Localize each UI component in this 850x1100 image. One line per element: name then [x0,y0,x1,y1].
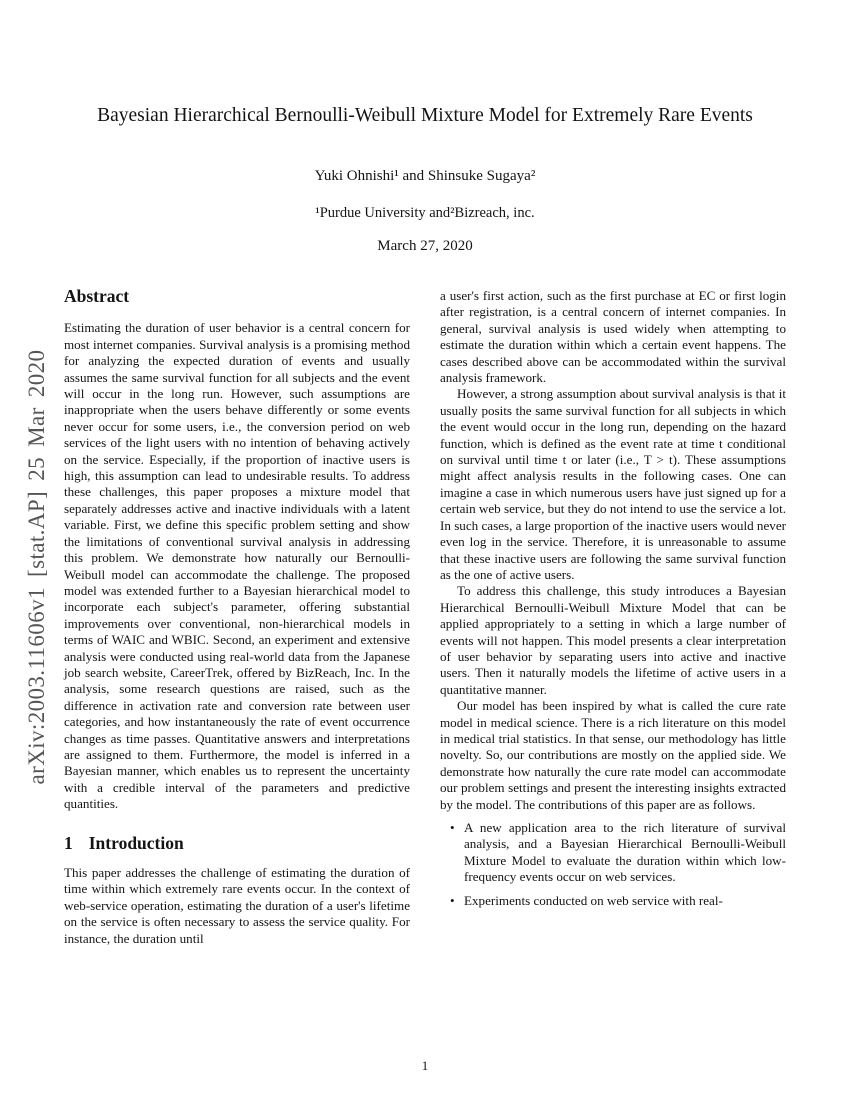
date-line: March 27, 2020 [377,238,473,255]
left-column [64,288,410,947]
body-paragraph: However, a strong assumption about survival analysis is that it usually posits the same survival function for all subjects in which the event would occur in the long run, depending on the hazard function, which is defined as the event rate at time t conditional on survival until time t or later (i.e., T > t). These assumptions might affect analysis results in the following cases. One can imagine a case in which numerous users have just signed up for a certain web service, but they do not intend to use the service a lot. In such cases, a large proportion of the inactive users would never even log in the service. Therefore, it is unreasonable to assume that these inactive users are following the same survival function as the one of active users. [440,386,786,582]
two-column-body [64,288,786,947]
paper-title: Bayesian Hierarchical Bernoulli-Weibull Mixture Model for Extremely Rare Events [97,105,753,126]
section-number: 1 [64,832,73,853]
page-number: 1 [421,1058,429,1073]
abstract-text: Estimating the duration of user behavior is a central concern for most internet companies. Survival analysis is a promising method for analyzing the expected duration of events and usually assumes the same survival function for all subjects and the event will occur in the long run. However, such assumptions are inappropriate when the users behave differently or some events never occur for some users, i.e., the conversion period on web services of the light users with no intention of behaving actively on the service. Especially, if the proportion of inactive users is high, this assumption can lead to undesirable results. To address these challenges, this paper proposes a mixture model that separately addresses active and inactive individuals with a latent variable. First, we define this specific problem setting and show the limitations of conventional survival analysis in addressing this problem. We demonstrate how naturally our Bernoulli-Weibull model can accommodate the challenge. The proposed model was extended further to a Bayesian hierarchical model to incorporate each subject's parameter, offering substantial improvements over conventional, non-hierarchical models in terms of WAIC and WBIC. Second, an experiment and extensive analysis were conducted using real-world data from the Japanese job search website, CareerTrek, offered by BizReach, Inc. In the analysis, some research questions are raised, such as the difference in activation rate and conversion rate between user categories, and how instantaneously the rate of event occurrence changes as time passes. Quantitative answers and interpretations are assigned to them. Furthermore, the model is inferred in a Bayesian manner, which enables us to represent the uncertainty with a credible interval of the parameters and predictive quantities. [64,320,410,812]
list-item: • Experiments conducted on web service with real- [464,893,786,909]
arxiv-watermark: arXiv:2003.11606v1 [stat.AP] 25 Mar 2020 [24,349,49,785]
page-footer [0,1058,850,1074]
list-item: • A new application area to the rich literature of survival analysis, and a Bayesian Hierarchical Bernoulli-Weibull Mixture Model to evaluate the duration within which low-frequency events occur on web services. [464,820,786,886]
authors-line: Yuki Ohnishi¹ and Shinsuke Sugaya² [314,168,536,185]
body-paragraph: a user's first action, such as the first purchase at EC or first login after registration, is a central concern of internet companies. In general, survival analysis is used widely when attempting to estimate the duration within which a certain event happens. The cases described above can be accommodated within the survival analysis framework. [440,288,786,386]
affiliation-line: ¹Purdue University and²Bizreach, inc. [315,205,535,222]
body-paragraph: To address this challenge, this study introduces a Bayesian Hierarchical Bernoulli-Weibull Mixture Model that can be applied appropriately to a setting in which a large number of events will not happen. This model presents a clear interpretation of user behavior by separating users into active and inactive users. Then it naturally models the lifetime of active users in a quantitative manner. [440,583,786,697]
contributions-list [440,820,786,909]
abstract-heading: Abstract [64,286,130,306]
intro-paragraph: This paper addresses the challenge of estimating the duration of time within which extremely rare events occur. In the context of web-service operation, estimating the duration of a user's lifetime on the service is often necessary to assess the service quality. For instance, the duration until [64,865,410,946]
title-block [0,0,850,255]
body-paragraph: Our model has been inspired by what is called the cure rate model in medical science. There is a rich literature on this model in medical trial statistics. In that sense, our methodology has little novelty. So, our contributions are mostly on the applied side. We demonstrate how naturally the cure rate model can accommodate our problem settings and present the interesting insights extracted by the model. The contributions of this paper are as follows. [440,698,786,812]
section-heading-introduction [64,832,410,853]
section-title: Introduction [88,832,184,853]
right-column [440,288,786,909]
